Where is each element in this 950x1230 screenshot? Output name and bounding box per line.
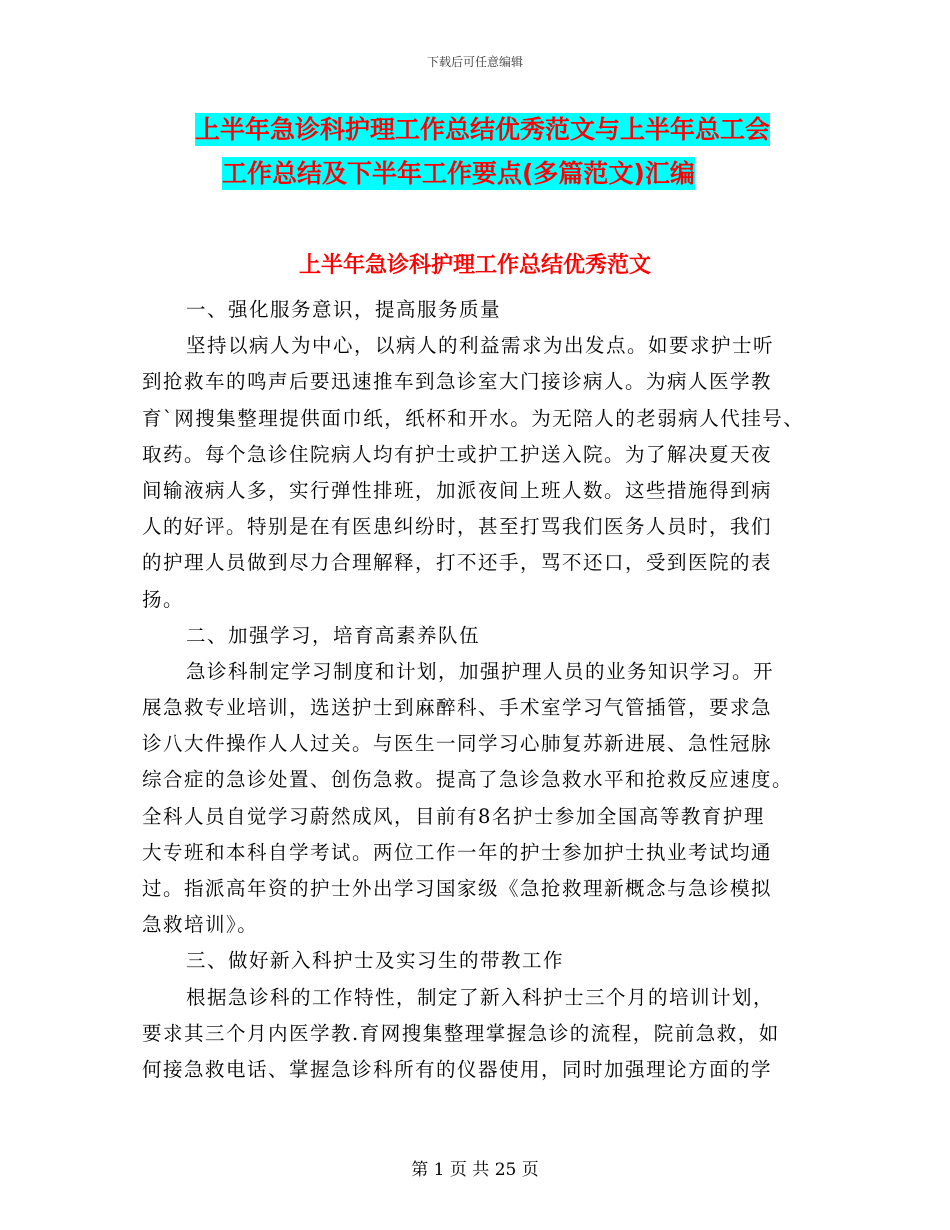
paragraph-line: 人的好评。特别是在有医患纠纷时，甚至打骂我们医务人员时，我们 [142,515,773,539]
heading-3: 三、做好新入科护士及实习生的带教工作 [186,949,565,973]
heading-1: 一、强化服务意识，提高服务质量 [186,298,502,321]
document-body [142,292,832,1088]
paragraph-line: 到抢救车的鸣声后要迅速推车到急诊室大门接诊病人。为病人医学教 [142,370,773,394]
title-highlight-2: 工作总结及下半年工作要点(多篇范文)汇编 [222,159,695,188]
paragraph-line: 全科人员自觉学习蔚然成风，目前有8名护士参加全国高等教育护理 [142,804,765,828]
document-title-line-1 [195,108,770,152]
paragraph-line: 间输液病人多，实行弹性排班，加派夜间上班人数。这些措施得到病 [142,478,773,502]
paragraph-line: 根据急诊科的工作特性，制定了新入科护士三个月的培训计划， [186,985,775,1009]
paragraph-line: 的护理人员做到尽力合理解释，打不还手，骂不还口，受到医院的表 [142,551,773,575]
paragraph-line: 大专班和本科自学考试。两位工作一年的护士参加护士执业考试均通 [142,840,773,864]
paragraph-line: 诊八大件操作人人过关。与医生一同学习心肺复苏新进展、急性冠脉 [142,732,773,756]
paragraph-line: 急救培训》。 [142,913,259,937]
paragraph-line: 展急救专业培训，选送护士到麻醉科、手术室学习气管插管，要求急 [142,696,773,720]
paragraph-line: 取药。每个急诊住院病人均有护士或护工护送入院。为了解决夏天夜 [142,442,773,466]
title-highlight-1: 上半年急诊科护理工作总结优秀范文与上半年总工会 [195,115,771,144]
paragraph-line: 坚持以病人为中心，以病人的利益需求为出发点。如要求护士听 [186,334,775,358]
paragraph-line: 扬。 [142,587,185,611]
paragraph-line: 要求其三个月内医学教.育网搜集整理掌握急诊的流程，院前急救，如 [142,1021,780,1045]
page-number-footer: 第 1 页 共 25 页 [411,1160,539,1180]
document-title-line-2 [222,152,695,196]
page-header-note: 下载后可任意编辑 [426,55,523,69]
heading-2: 二、加强学习，培育高素养队伍 [186,623,481,647]
section-title: 上半年急诊科护理工作总结优秀范文 [298,253,651,278]
paragraph-line: 综合症的急诊处置、创伤急救。提高了急诊急救水平和抢救反应速度。 [142,768,794,792]
paragraph-line: 育`网搜集整理提供面巾纸，纸杯和开水。为无陪人的老弱病人代挂号、 [142,406,805,430]
paragraph-line: 急诊科制定学习制度和计划，加强护理人员的业务知识学习。开 [186,659,775,683]
paragraph-line: 何接急救电话、掌握急诊科所有的仪器使用，同时加强理论方面的学 [142,1057,773,1081]
paragraph-line: 过。指派高年资的护士外出学习国家级《急抢救理新概念与急诊模拟 [142,877,773,900]
